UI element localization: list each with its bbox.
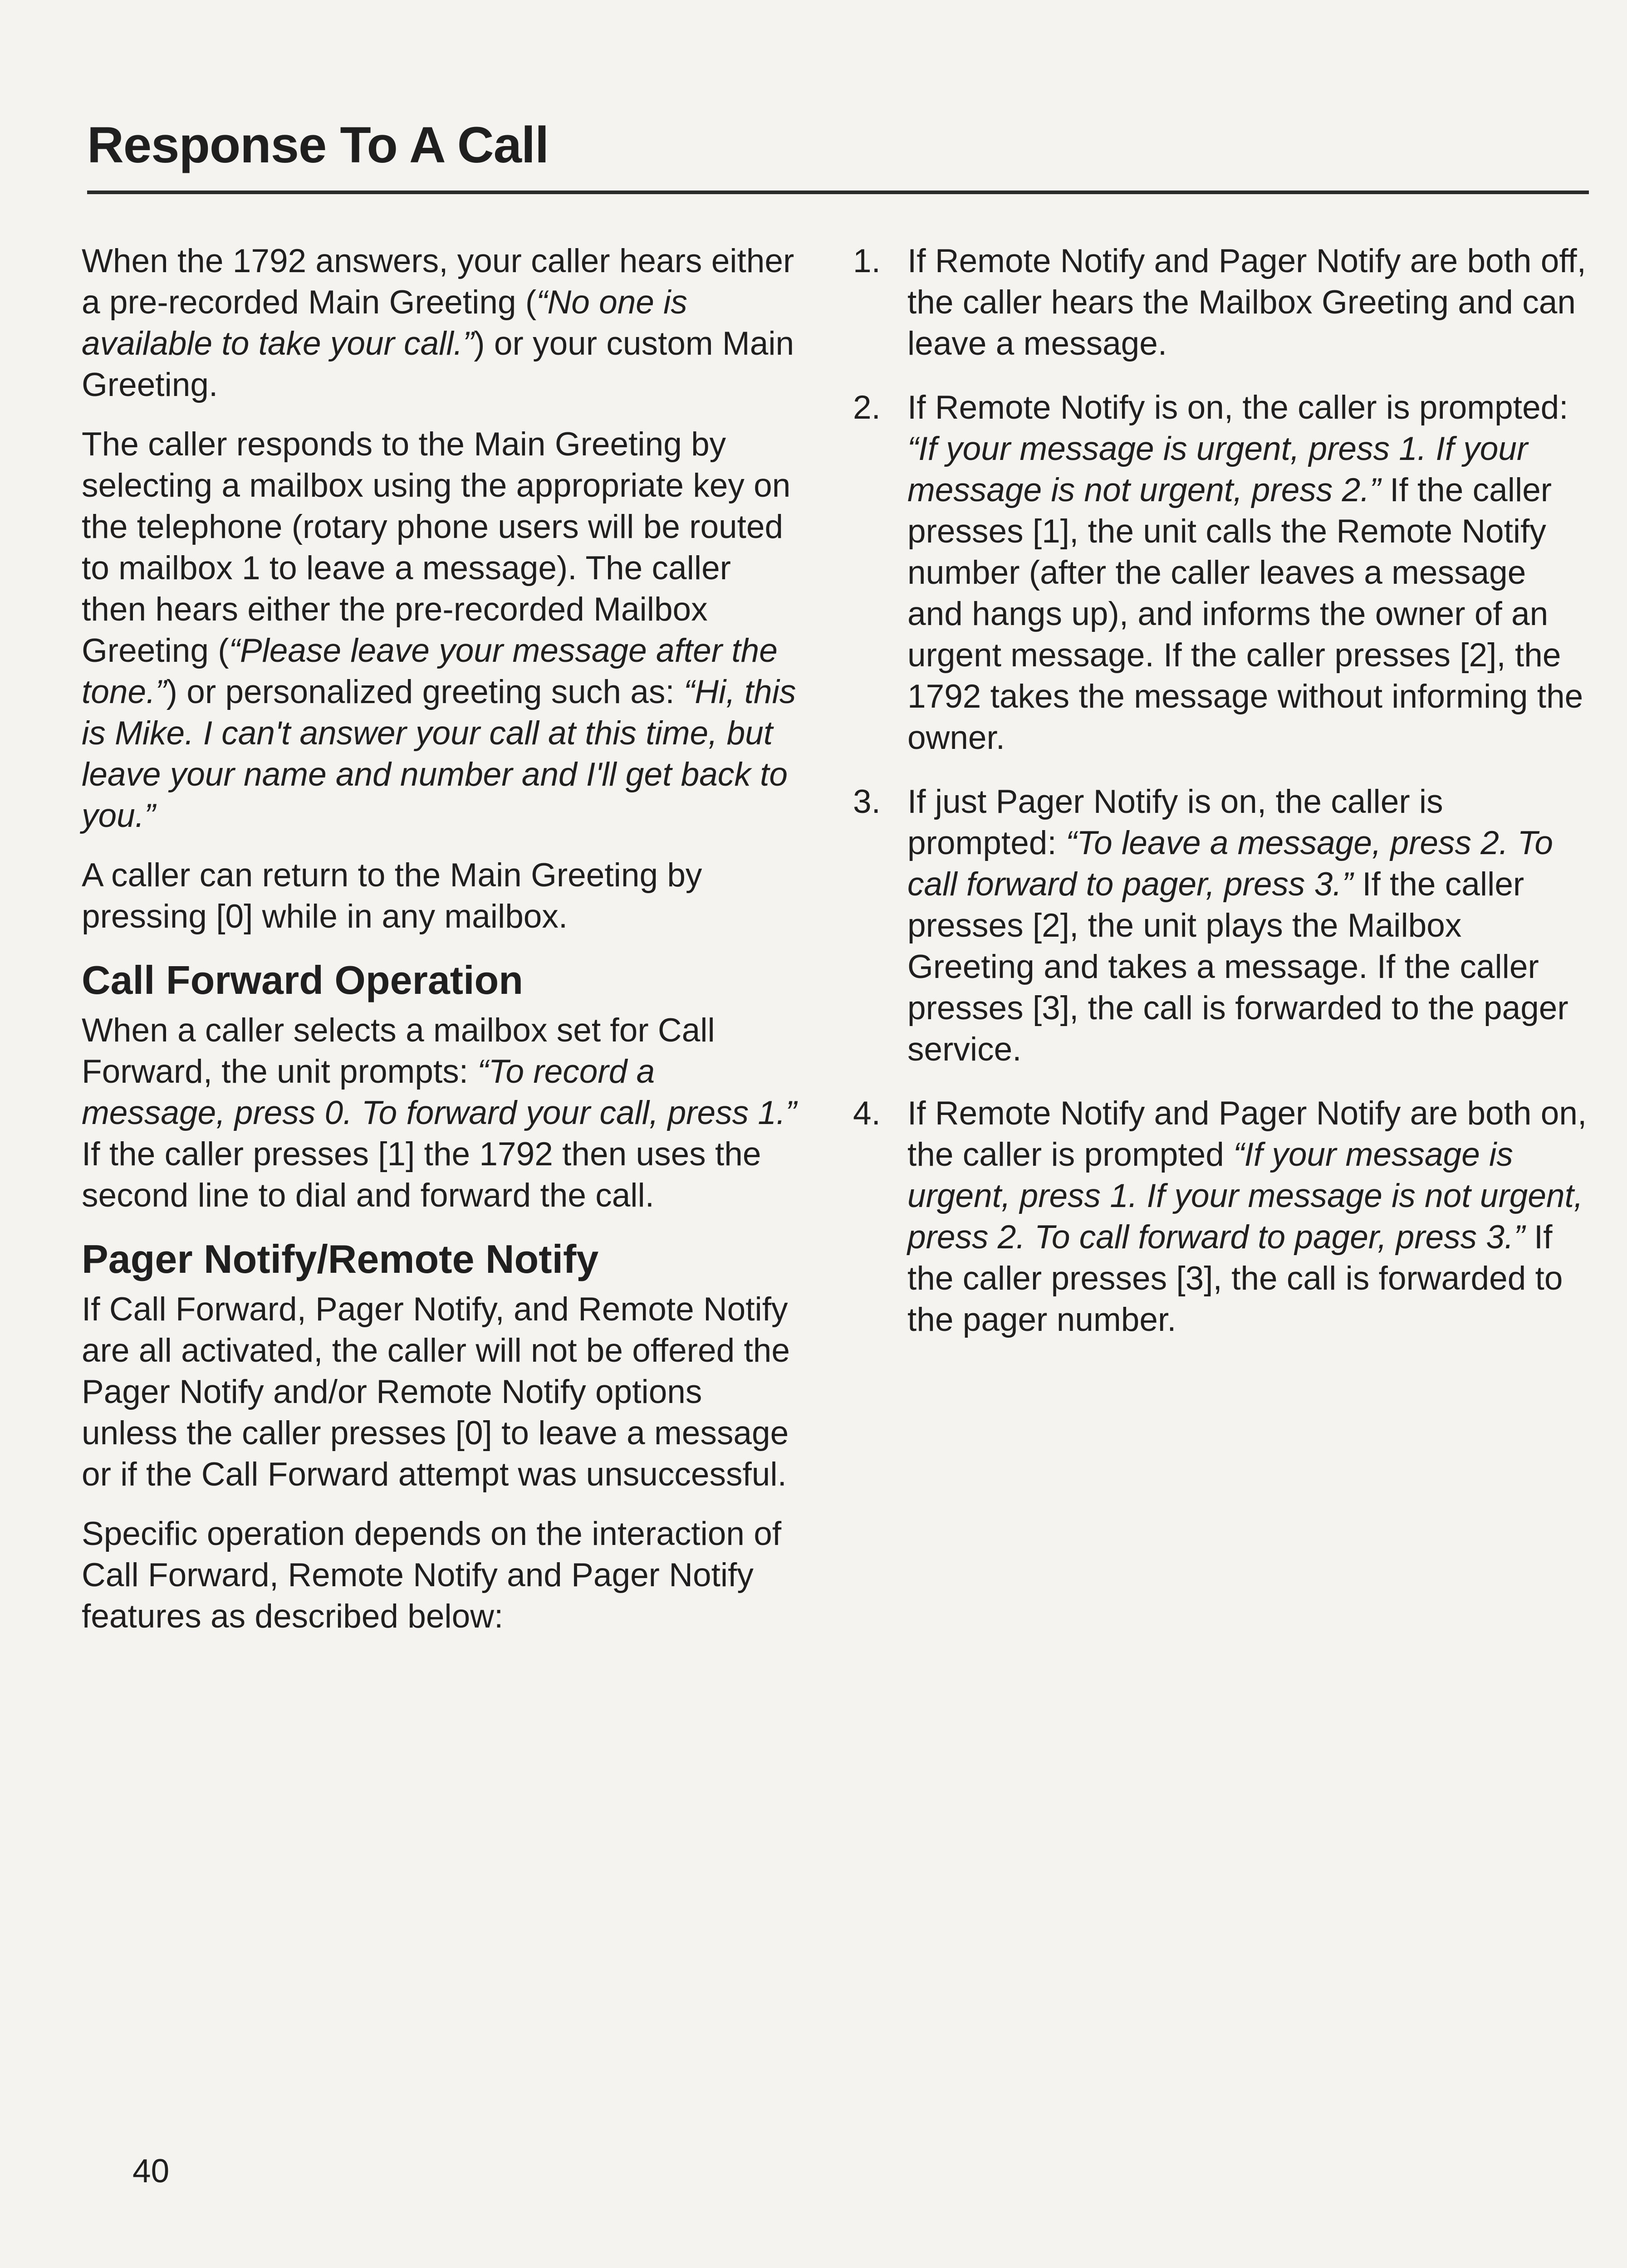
step-number: 3.: [853, 783, 881, 820]
pager-notify-heading: Pager Notify/Remote Notify: [82, 1237, 599, 1281]
step-text: If Remote Notify is on, the caller is prompted:: [907, 389, 1568, 426]
step-text: If just Pager Notify is on, the caller is prompted:: [907, 783, 1443, 861]
left-column: [82, 240, 803, 1655]
page-number: 40: [132, 2153, 170, 2190]
step-text-end: If the caller presses [2], the unit plays the Mailbox Greeting and takes a message. If the caller presses [3], the call is forwarded to the pager service.: [907, 866, 1568, 1068]
intro-p2-text-a: The caller responds to the Main Greeting by selecting a mailbox using the appropriate key on the telephone (rotary phone users will be routed to mailbox 1 to leave a message). The caller then hears either the pre-recorded Mailbox Greeting (: [82, 426, 791, 669]
intro-p2-text-c: ) or personalized greeting such as:: [166, 674, 684, 710]
step-text: If Remote Notify and Pager Notify are both off, the caller hears the Mailbox Greeting and can leave a message.: [907, 243, 1586, 362]
steps-list: [853, 240, 1588, 1340]
title-rule: [87, 191, 1589, 194]
step-number: 1.: [853, 243, 881, 279]
step-quote: “If your message is urgent, press 1. If your message is not urgent, press 2.”: [907, 430, 1528, 508]
call-forward-paragraph: [82, 1010, 803, 1216]
call-forward-quote: “To record a message, press 0. To forward your call, press 1.”: [82, 1053, 797, 1131]
call-forward-text-a: When a caller selects a mailbox set for Call Forward, the unit prompts:: [82, 1012, 715, 1090]
pager-notify-paragraph-1: If Call Forward, Pager Notify, and Remote Notify are all activated, the caller will not be offered the Pager Notify and/or Remote Notify options unless the caller presses [0] to leave a message or if the Call Forward attempt was unsuccessful.: [82, 1291, 790, 1493]
intro-paragraph-1: [82, 240, 803, 406]
page-title: Response To A Call: [87, 117, 549, 173]
intro-paragraph-2: [82, 424, 803, 836]
call-forward-text-c: If the caller presses [1] the 1792 then uses the second line to dial and forward the call.: [82, 1136, 761, 1214]
intro-paragraph-3: A caller can return to the Main Greeting by pressing [0] while in any mailbox.: [82, 857, 702, 935]
intro-p1-text-a: When the 1792 answers, your caller hears either a pre-recorded Main Greeting (: [82, 243, 794, 321]
step-text-end: If the caller presses [1], the unit calls the Remote Notify number (after the caller leaves a message and hangs up), and informs the owner of an urgent message. If the caller presses [2], the 1792 takes the message without informing the owner.: [907, 472, 1583, 756]
step-text: If Remote Notify and Pager Notify are both on, the caller is prompted: [907, 1095, 1587, 1173]
step-quote: “If your message is urgent, press 1. If your message is not urgent, press 2. To call forward to pager, press 3.”: [907, 1136, 1583, 1256]
right-column: [853, 240, 1588, 1363]
step-number: 2.: [853, 389, 881, 426]
step-text-end: If the caller presses [3], the call is forwarded to the pager number.: [907, 1219, 1563, 1338]
list-item: [853, 387, 1588, 758]
intro-p2-quote-2: “Hi, this is Mike. I can't answer your call at this time, but leave your name and number and I'll get back to you.”: [82, 674, 796, 834]
call-forward-heading: Call Forward Operation: [82, 958, 524, 1002]
list-item: [853, 240, 1588, 364]
intro-p1-text-c: ) or your custom Main Greeting.: [82, 325, 794, 403]
step-number: 4.: [853, 1095, 881, 1132]
list-item: [853, 1093, 1588, 1340]
pager-notify-paragraph-2: Specific operation depends on the interaction of Call Forward, Remote Notify and Pager Notify features as described below:: [82, 1515, 782, 1635]
list-item: [853, 781, 1588, 1070]
intro-p2-quote-1: “Please leave your message after the tone.”: [82, 632, 778, 710]
step-quote: “To leave a message, press 2. To call forward to pager, press 3.”: [907, 825, 1553, 903]
intro-p1-quote: “No one is available to take your call.”: [82, 284, 687, 362]
